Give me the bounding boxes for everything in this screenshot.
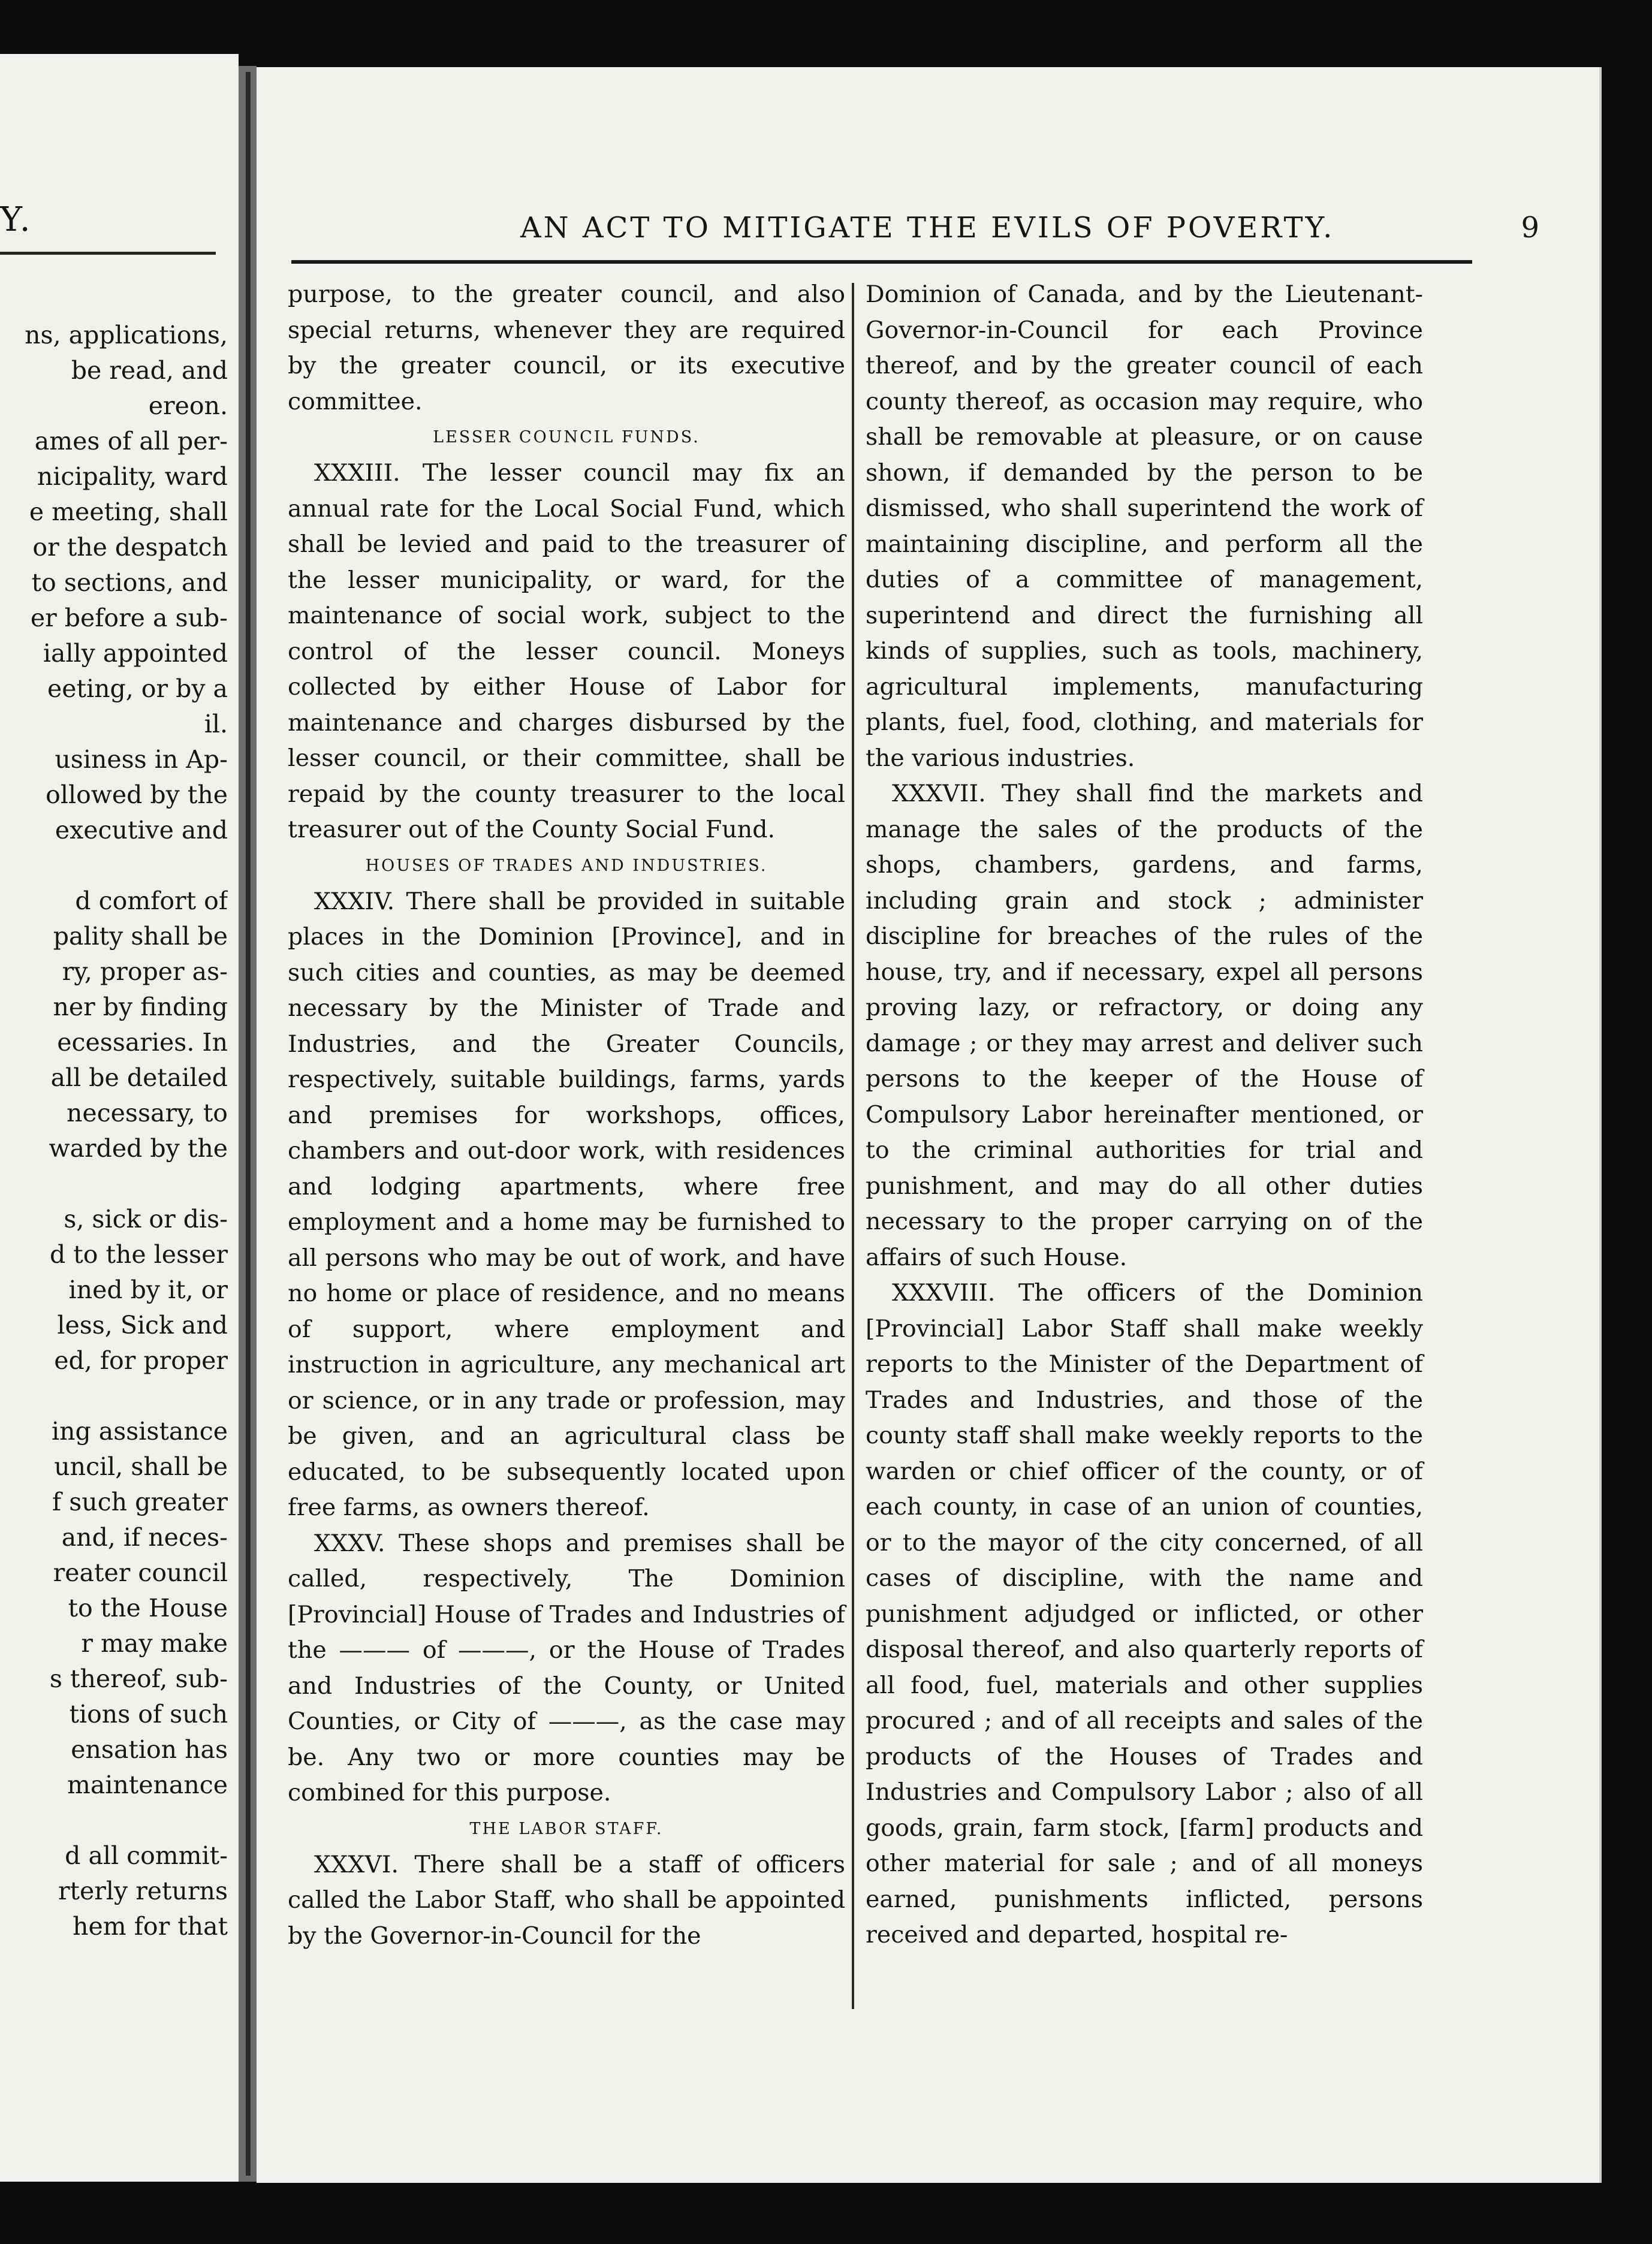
left-page-line: ed, for proper [54,1346,228,1375]
left-page-line: ing assistance [51,1417,228,1446]
left-page-line: warded by the [49,1134,228,1163]
left-page-line [0,848,228,883]
section-heading-lesser-council-funds: LESSER COUNCIL FUNDS. [433,428,700,447]
paragraph-continuation: purpose, to the greater council, and also special returns, whenever they are required by the greater council, or its executive committee. [288,280,845,415]
left-page-line: to the House [68,1594,228,1622]
left-page-line: necessary, to [67,1099,228,1127]
left-page-line: and, if neces- [61,1523,228,1552]
page-header [448,211,1563,259]
left-page-line: ner by finding [53,993,228,1021]
left-page-line: e meeting, shall [29,497,228,526]
left-page-line: ollowed by the [46,780,228,809]
left-page-line: r may make [81,1629,228,1658]
running-title: AN ACT TO MITIGATE THE EVILS OF POVERTY. [520,211,1335,245]
left-page-line: ined by it, or [68,1275,228,1304]
left-page-header-fragment: Y. [0,200,32,239]
left-page-line: nicipality, ward [37,462,228,491]
left-page-line: rterly returns [58,1877,228,1905]
paragraph-xxxiii: XXXIII. The lesser council may fix an annual rate for the Local Social Fund, which shall be levied and paid to the treasurer of the lesser municipality, or ward, for the maintenance of social work, subject to the control of the lesser council. Moneys collected by either House of Labor for maintenance and charges disbursed by the lesser council, or their committee, shall be repaid by the county treasurer to the local treasurer out of the County Social Fund. [288,459,845,843]
left-page-line: ecessaries. In [57,1028,228,1057]
left-page-line: d to the lesser [50,1240,228,1269]
left-page-line: eeting, or by a [47,674,228,703]
paragraph-xxxvii: XXXVII. They shall find the markets and manage the sales of the products of the shops, chambers, gardens, and farms, including grain and stock ; administer discipline for breaches of the rules of the house, try, and if necessary, expel all persons proving lazy, or refractory, or doing any damage ; or they may arrest and deliver such persons to the keeper of the House of Compulsory Labor hereinafter mentioned, or to the criminal authorities for trial and punishment, and may do all other duties necessary to the proper carrying on of the affairs of such House. [866,780,1423,1271]
left-page-line: reater council [53,1558,228,1587]
left-page-line: il. [204,710,228,738]
column-right [866,277,1423,1953]
left-page-line: d all commit- [65,1841,228,1870]
left-facing-page [0,54,239,2182]
left-page-line: ereon. [148,391,228,420]
paragraph-xxxvi-continuation: Dominion of Canada, and by the Lieutenant-Governor-in-Council for each Province thereof, and by the greater council of each county thereof, as occasion may require, who shall be removable at pleasure, or on cause shown, if demanded by the person to be dismissed, who shall superintend the work of maintaining discipline, and perform all the duties of a committee of management, superintend and direct the furnishing all kinds of supplies, such as tools, machinery, agricultural implements, manufacturing plants, fuel, food, clothing, and materials for the various industries. [866,280,1423,772]
left-page-line: s thereof, sub- [49,1664,228,1693]
left-page-line [0,1803,228,1838]
paragraph-xxxv: XXXV. These shops and premises shall be called, respectively, The Dominion [Provincial] House of Trades and Industries of the ——— of ———, or the House of Trades and Industries of the County, or United Counties, or City of ———, as the case may be. Any two or more counties may be combined for this purpose. [288,1529,845,1806]
column-left [288,277,845,1954]
book-page [257,67,1602,2183]
left-page-line [0,1166,228,1202]
left-page-line: ns, applications, [25,321,228,349]
left-page-line: d comfort of [75,886,228,915]
column-divider [852,283,854,2009]
section-heading-houses-of-trades: HOUSES OF TRADES AND INDUSTRIES. [365,856,768,875]
left-page-line: be read, and [71,356,228,385]
left-page-line: ames of all per- [34,427,228,456]
left-page-line: to sections, and [31,568,228,597]
left-page-line: ensation has [71,1735,228,1764]
header-rule [291,260,1472,264]
left-page-line: executive and [55,816,228,844]
paragraph-xxxviii: XXXVIII. The officers of the Dominion [Provincial] Labor Staff shall make weekly reports to the Minister of the Department of Trades and Industries, and those of the county staff shall make weekly reports to the warden or chief officer of the county, or of each county, in case of an union of counties, or to the mayor of the city concerned, of all cases of discipline, with the name and punishment adjudged or inflicted, or other disposal thereof, and also quarterly reports of all food, fuel, materials and other supplies procured ; and of all receipts and sales of the products of the Houses of Trades and Industries and Compulsory Labor ; also of all goods, grain, farm stock, [farm] products and other material for sale ; and of all moneys earned, punishments inflicted, persons received and departed, hospital re- [866,1279,1423,1949]
left-page-line: pality shall be [53,922,228,951]
page-number: 9 [1521,211,1539,245]
left-page-line: maintenance [67,1771,228,1799]
left-page-line: ry, proper as- [62,957,228,986]
left-page-header-rule [0,252,216,255]
left-page-line: er before a sub- [30,604,228,632]
left-page-line: less, Sick and [57,1311,228,1340]
gutter-edge [246,72,251,2176]
left-page-line [0,1379,228,1414]
left-page-line: f such greater [52,1488,228,1516]
left-page-line: hem for that [73,1912,228,1941]
left-page-line: or the despatch [32,533,228,562]
left-page-line: ially appointed [43,639,228,668]
left-page-line: all be detailed [50,1063,228,1092]
paragraph-xxxiv: XXXIV. There shall be provided in suitable places in the Dominion [Province], and in such cities and counties, as may be deemed necessary by the Minister of Trade and Industries, and the Greater Councils, respectively, suitable buildings, farms, yards and premises for workshops, offices, chambers and out-door work, with residences and lodging apartments, where free employment and a home may be furnished to all persons who may be out of work, and have no home or place of residence, and no means of support, where employment and instruction in agriculture, any mechanical art or science, or in any trade or profession, may be given, and an agricultural class be educated, to be subsequently located upon free farms, as owners thereof. [288,887,845,1521]
left-page-line: usiness in Ap- [55,745,228,774]
left-page-line: s, sick or dis- [64,1205,228,1233]
section-heading-labor-staff: THE LABOR STAFF. [469,1819,664,1838]
left-page-line: uncil, shall be [54,1452,228,1481]
left-page-line: tions of such [69,1700,228,1729]
paragraph-xxxvi: XXXVI. There shall be a staff of officers called the Labor Staff, who shall be appointed by the Governor-in-Council for the [288,1850,845,1950]
left-page-text-fragments [0,318,228,1944]
